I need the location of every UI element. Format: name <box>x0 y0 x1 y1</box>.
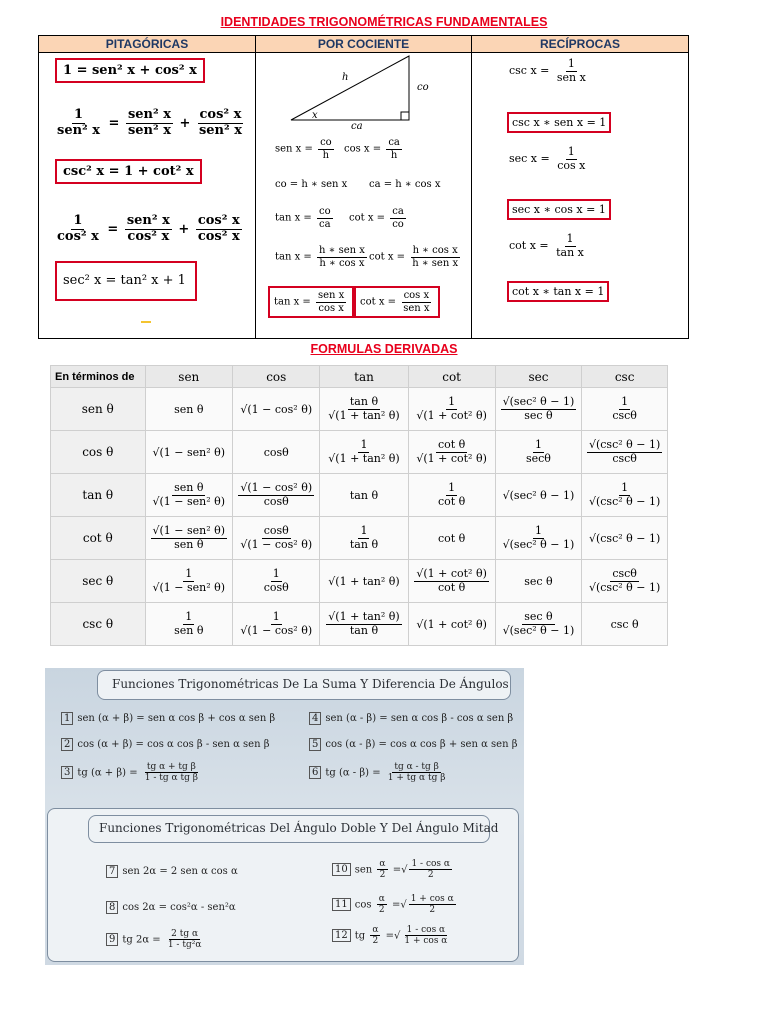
derived-cell-tan-cos <box>233 474 320 517</box>
cell-value: √(sec² θ − 1) <box>502 488 575 502</box>
cell-value: csc θ <box>610 617 639 631</box>
reciprocal-cot-product: cot x ∗ tan x = 1 <box>507 281 609 302</box>
cell-value: √(1 + cot² θ) <box>416 617 487 631</box>
numerator: cosθ <box>263 523 289 537</box>
derived-cell-tan-cot <box>408 474 495 517</box>
derived-cell-tan-csc <box>582 474 668 517</box>
derived-cell-cot-cot <box>408 517 495 560</box>
cell-fraction <box>172 611 205 637</box>
formula-8: 8 cos 2α = cos²α - sen²α <box>106 901 236 914</box>
pyth-identity-3: csc² x = 1 + cot² x <box>55 159 202 184</box>
pyth-identity-4: $\frac{1}{\text{cos² x}}$ = $\frac{\text{sen² x}}{\text{cos² x}}$ + $\frac{\text{cos² x}}{\text{cos² x}}$ <box>57 213 240 244</box>
cell-fraction <box>151 482 228 508</box>
header-sec: sec <box>495 366 582 388</box>
derived-row-cos <box>51 431 668 474</box>
panel-double-title-box <box>88 815 499 843</box>
cell-fraction <box>501 396 577 422</box>
reciprocal-sec: sec x = $\frac{1}{\text{cos x}}$ <box>509 145 586 172</box>
header-sen: sen <box>145 366 233 388</box>
derived-cell-cos-sec <box>495 431 582 474</box>
formula-9: 9 tg 2α = $\frac{\text{2 tg α}}{\text{1 - tg²α}}$ <box>106 929 205 951</box>
triangle-label-x: x <box>312 110 318 121</box>
panel-sum-title: Funciones Trigonométricas De La Suma Y Diferencia De Ángulos <box>112 677 509 691</box>
cell-fraction <box>326 439 401 465</box>
derived-cell-cos-sen <box>145 431 233 474</box>
cell-value: cot θ <box>437 531 466 545</box>
cell-fraction <box>524 439 553 465</box>
derived-cell-sec-cos <box>233 560 320 603</box>
quotient-tan-final: tan x = $\frac{\text{sen x}}{\text{cos x}}$ <box>268 286 354 318</box>
denominator: tan θ <box>349 623 379 637</box>
derived-cell-sec-tan <box>320 560 408 603</box>
denominator: √(1 − cos² θ) <box>240 537 313 551</box>
row-label: sen θ <box>51 388 146 431</box>
denominator: tan θ <box>349 537 379 551</box>
formula-1: 1 sen (α + β) = sen α cos β + cos α sen β <box>61 712 275 725</box>
denominator: cot θ <box>437 580 466 594</box>
derived-cell-sec-csc <box>582 560 668 603</box>
derived-cell-csc-cot <box>408 603 495 646</box>
reciprocal-sec-product: sec x ∗ cos x = 1 <box>507 199 611 220</box>
numerator: 1 <box>360 437 368 451</box>
column-divider <box>255 36 256 338</box>
derived-cell-cot-csc <box>582 517 668 560</box>
denominator: secθ <box>525 451 551 465</box>
derived-cell-cos-cos <box>233 431 320 474</box>
derived-row-csc <box>51 603 668 646</box>
cell-value: √(csc² θ − 1) <box>588 531 661 545</box>
cell-value: sen θ <box>174 402 204 416</box>
main-title: IDENTIDADES TRIGONOMÉTRICAS FUNDAMENTALES <box>220 15 548 29</box>
denominator: cosθ <box>263 580 289 594</box>
panel-sum-title-box <box>97 670 511 700</box>
cell-fraction <box>262 568 291 594</box>
cell-fraction <box>414 439 489 465</box>
cell-fraction <box>238 482 314 508</box>
pyth-identity-5: sec² x = tan² x + 1 <box>55 261 197 301</box>
header-cot: cot <box>408 366 495 388</box>
derived-cell-tan-tan <box>320 474 408 517</box>
panel-double-angle <box>47 808 519 962</box>
numerator: 1 <box>534 523 542 537</box>
cell-fraction <box>238 525 314 551</box>
cell-fraction <box>587 568 662 594</box>
reciprocal-cot: cot x = $\frac{1}{\text{tan x}}$ <box>509 232 584 259</box>
cell-fraction <box>501 611 577 637</box>
cell-fraction <box>151 568 228 594</box>
quotient-tan: tan x = $\frac{co}{ca}$ <box>275 206 331 230</box>
header-cociente: POR COCIENTE <box>256 36 471 53</box>
denominator: sec θ <box>524 408 553 422</box>
formulas-photo <box>45 668 524 965</box>
cell-fraction <box>501 525 577 551</box>
derived-cell-sec-sec <box>495 560 582 603</box>
denominator: √(1 + tan² θ) <box>328 408 400 422</box>
quotient-cot: cot x = $\frac{ca}{co}$ <box>349 206 404 230</box>
numerator: 1 <box>360 523 368 537</box>
header-csc: csc <box>582 366 668 388</box>
formula-7: 7 sen 2α = 2 sen α cos α <box>106 865 238 878</box>
corner-label: En términos de <box>51 366 146 388</box>
numerator: sec θ <box>524 609 553 623</box>
derived-cell-cot-sen <box>145 517 233 560</box>
derived-table-header <box>51 366 668 388</box>
triangle-label-co: co <box>417 82 429 93</box>
header-tan: tan <box>320 366 408 388</box>
pyth-identity-2: $\frac{1}{\text{sen² x}}$ = $\frac{\text{sen² x}}{\text{sen² x}}$ + $\frac{\text{cos² x}}{\text{sen² x}}$ <box>57 107 242 138</box>
header-reciprocas: RECÍPROCAS <box>472 36 688 53</box>
formula-4: 4 sen (α - β) = sen α cos β - cos α sen β <box>309 712 513 725</box>
derived-cell-tan-sec <box>495 474 582 517</box>
panel-double-title: Funciones Trigonométricas Del Ángulo Doble Y Del Ángulo Mitad <box>99 821 499 835</box>
pyth-identity-1: 1 = sen² x + cos² x <box>55 58 205 83</box>
numerator: √(csc² θ − 1) <box>588 437 661 451</box>
derived-cell-sen-sec <box>495 388 582 431</box>
triangle-label-h: h <box>342 72 349 83</box>
derived-formulas-table <box>50 365 668 646</box>
denominator: √(1 + cot² θ) <box>416 451 487 465</box>
denominator: cscθ <box>612 451 637 465</box>
quotient-cos: cos x = $\frac{ca}{h}$ <box>344 137 400 161</box>
numerator: 1 <box>621 394 629 408</box>
row-label: cot θ <box>51 517 146 560</box>
derived-cell-sen-cos <box>233 388 320 431</box>
reciprocal-csc-product: csc x ∗ sen x = 1 <box>507 112 611 133</box>
numerator: 1 <box>185 566 193 580</box>
derived-cell-cot-tan <box>320 517 408 560</box>
derived-cell-sen-tan <box>320 388 408 431</box>
numerator: 1 <box>448 394 456 408</box>
denominator: √(sec² θ − 1) <box>502 623 575 637</box>
co-equation: co = h ∗ sen x <box>275 179 348 190</box>
numerator: √(sec² θ − 1) <box>502 394 575 408</box>
row-label: cos θ <box>51 431 146 474</box>
numerator: 1 <box>272 566 280 580</box>
numerator: 1 <box>448 480 456 494</box>
cell-fraction <box>326 396 401 422</box>
cell-fraction <box>610 396 639 422</box>
denominator: √(csc² θ − 1) <box>588 494 661 508</box>
ca-equation: ca = h ∗ cos x <box>369 179 441 190</box>
numerator: cscθ <box>612 566 637 580</box>
quotient-sen: sen x = $\frac{co}{h}$ <box>275 137 332 161</box>
formula-5: 5 cos (α - β) = cos α cos β + sen α sen β <box>309 738 517 751</box>
denominator: √(csc² θ − 1) <box>588 580 661 594</box>
formula-11: 11 cos $\frac{\alpha}{2}$ =√ $\frac{\text{1 + cos α}}{2}$ <box>332 894 458 916</box>
derived-cell-csc-sec <box>495 603 582 646</box>
cell-fraction <box>348 525 380 551</box>
quotient-cot-h: cot x = $\frac{\text{h ∗ cos x}}{\text{h ∗ sen x}}$ <box>369 245 459 269</box>
quotient-tan-h: tan x = $\frac{\text{h ∗ sen x}}{\text{h ∗ cos x}}$ <box>275 245 365 269</box>
cell-value: cosθ <box>263 445 289 459</box>
row-label: tan θ <box>51 474 146 517</box>
header-cos: cos <box>233 366 320 388</box>
row-label: sec θ <box>51 560 146 603</box>
numerator: tan θ <box>349 394 379 408</box>
denominator: √(1 + cot² θ) <box>416 408 487 422</box>
cell-fraction <box>151 525 228 551</box>
derived-row-sen <box>51 388 668 431</box>
formula-3: 3 tg (α + β) = $\frac{\text{tg α + tg β}}{\text{1 - tg α tg β}}$ <box>61 762 202 784</box>
denominator: √(1 − sen² θ) <box>152 580 226 594</box>
derived-cell-csc-cos <box>233 603 320 646</box>
derived-formulas-title: FORMULAS DERIVADAS <box>310 342 458 356</box>
numerator: sen θ <box>174 480 204 494</box>
cell-value: √(1 − sen² θ) <box>152 445 226 459</box>
numerator: √(1 + tan² θ) <box>328 609 400 623</box>
cell-value: tan θ <box>349 488 379 502</box>
numerator: √(1 − sen² θ) <box>152 523 226 537</box>
formula-10: 10 sen $\frac{\alpha}{2}$ =√ $\frac{\text{1 - cos α}}{2}$ <box>332 859 454 881</box>
derived-cell-cos-csc <box>582 431 668 474</box>
numerator: 1 <box>185 609 193 623</box>
column-divider <box>471 36 472 338</box>
denominator: sen θ <box>174 623 204 637</box>
quotient-cot-final: cot x = $\frac{\text{cos x}}{\text{sen x}}$ <box>354 286 440 318</box>
formula-2: 2 cos (α + β) = cos α cos β - sen α sen β <box>61 738 269 751</box>
cell-fraction <box>238 611 314 637</box>
derived-cell-sec-cot <box>408 560 495 603</box>
cell-value: sec θ <box>524 574 553 588</box>
numerator: √(1 + cot² θ) <box>416 566 487 580</box>
denominator: √(1 − sen² θ) <box>152 494 226 508</box>
derived-cell-cot-sec <box>495 517 582 560</box>
triangle-label-ca: ca <box>351 121 363 132</box>
derived-row-cot <box>51 517 668 560</box>
derived-row-sec <box>51 560 668 603</box>
numerator: √(1 − cos² θ) <box>240 480 313 494</box>
denominator: √(1 + tan² θ) <box>328 451 400 465</box>
cell-fraction <box>414 568 489 594</box>
derived-cell-cos-cot <box>408 431 495 474</box>
cell-fraction <box>326 611 401 637</box>
derived-cell-csc-csc <box>582 603 668 646</box>
cell-fraction <box>436 482 467 508</box>
denominator: cosθ <box>263 494 289 508</box>
derived-cell-tan-sen <box>145 474 233 517</box>
cell-fraction <box>587 482 662 508</box>
numerator: 1 <box>272 609 280 623</box>
derived-cell-cot-cos <box>233 517 320 560</box>
numerator: 1 <box>621 480 629 494</box>
header-pitagoricas: PITAGÓRICAS <box>39 36 255 53</box>
row-label: csc θ <box>51 603 146 646</box>
derived-row-tan <box>51 474 668 517</box>
formula-6: 6 tg (α - β) = $\frac{\text{tg α - tg β}}{\text{1 + tg α tg β}}$ <box>309 762 449 784</box>
derived-cell-sen-cot <box>408 388 495 431</box>
formula-12: 12 tg $\frac{\alpha}{2}$ =√ $\frac{\text{1 - cos α}}{\text{1 + cos α}}$ <box>332 925 451 947</box>
numerator: cot θ <box>437 437 466 451</box>
fundamental-identities-table <box>38 35 689 339</box>
denominator: √(sec² θ − 1) <box>502 537 575 551</box>
denominator: cot θ <box>437 494 466 508</box>
denominator: √(1 − cos² θ) <box>240 623 313 637</box>
denominator: cscθ <box>612 408 637 422</box>
derived-cell-sen-sen <box>145 388 233 431</box>
reciprocal-csc: csc x = $\frac{1}{\text{sen x}}$ <box>509 57 586 84</box>
cell-fraction <box>587 439 662 465</box>
cell-value: √(1 + tan² θ) <box>328 574 400 588</box>
numerator: 1 <box>534 437 542 451</box>
denominator: sen θ <box>174 537 204 551</box>
cell-fraction <box>414 396 489 422</box>
derived-cell-sen-csc <box>582 388 668 431</box>
derived-cell-cos-tan <box>320 431 408 474</box>
derived-cell-sec-sen <box>145 560 233 603</box>
decorative-mark <box>141 321 151 323</box>
cell-value: √(1 − cos² θ) <box>240 402 313 416</box>
derived-cell-csc-tan <box>320 603 408 646</box>
derived-cell-csc-sen <box>145 603 233 646</box>
